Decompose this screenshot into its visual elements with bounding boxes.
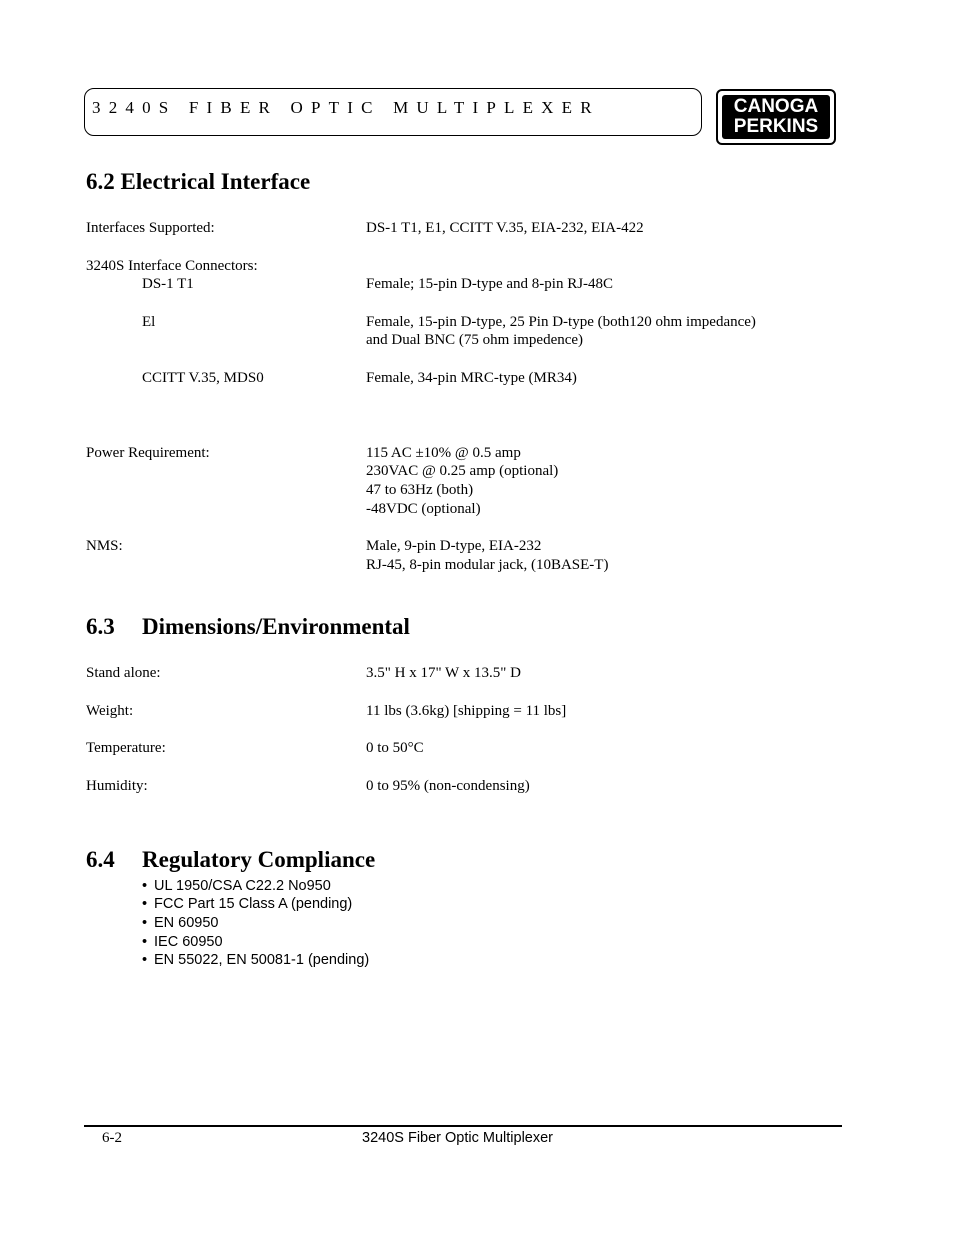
ds1-label: DS-1 T1	[142, 276, 194, 292]
humidity-value: 0 to 95% (non-condensing)	[366, 778, 530, 794]
nms-value-line2: RJ-45, 8-pin modular jack, (10BASE-T)	[366, 557, 609, 573]
power-value-line1: 115 AC ±10% @ 0.5 amp	[366, 445, 521, 461]
running-header-title: 3240S FIBER OPTIC MULTIPLEXER	[92, 98, 600, 117]
list-item: • EN 55022, EN 50081-1 (pending)	[142, 952, 370, 968]
logo-text-line1: CANOGA	[733, 96, 819, 117]
standalone-value: 3.5" H x 17" W x 13.5" D	[366, 665, 521, 681]
nms-label: NMS:	[86, 538, 123, 554]
e1-label: El	[142, 314, 156, 330]
e1-value-line2: and Dual BNC (75 ohm impedence)	[366, 332, 584, 348]
compliance-item-text: IEC 60950	[154, 934, 223, 950]
canoga-perkins-logo	[716, 89, 836, 145]
weight-label: Weight:	[86, 703, 134, 719]
e1-value-line1: Female, 15-pin D-type, 25 Pin D-type (both120 ohm impedance)	[366, 314, 756, 330]
compliance-item-text: UL 1950/CSA C22.2 No950	[154, 878, 331, 894]
footer-divider	[84, 1125, 842, 1127]
standalone-label: Stand alone:	[86, 665, 161, 681]
weight-value: 11 lbs (3.6kg) [shipping = 11 lbs]	[366, 703, 567, 719]
list-item: • EN 60950	[142, 915, 219, 931]
list-item: • IEC 60950	[142, 934, 223, 950]
humidity-label: Humidity:	[86, 778, 148, 794]
ds1-value: Female; 15-pin D-type and 8-pin RJ-48C	[366, 276, 614, 292]
connectors-label: 3240S Interface Connectors:	[86, 258, 258, 274]
section-heading-dimensions: Dimensions/Environmental	[142, 614, 410, 639]
section-number-regulatory: 6.4	[86, 847, 115, 872]
ccitt-value: Female, 34-pin MRC-type (MR34)	[366, 370, 577, 386]
section-heading-regulatory: Regulatory Compliance	[142, 847, 376, 872]
interfaces-label: Interfaces Supported:	[86, 220, 215, 236]
temperature-label: Temperature:	[86, 740, 166, 756]
logo-text-line2: PERKINS	[733, 116, 819, 137]
page-number: 6-2	[102, 1130, 122, 1146]
power-label: Power Requirement:	[86, 445, 210, 461]
temperature-value: 0 to 50°C	[366, 740, 424, 756]
list-item: • UL 1950/CSA C22.2 No950	[142, 878, 331, 894]
nms-value-line1: Male, 9-pin D-type, EIA-232	[366, 538, 542, 554]
interfaces-value: DS-1 T1, E1, CCITT V.35, EIA-232, EIA-422	[366, 220, 644, 236]
compliance-item-text: EN 60950	[154, 915, 219, 931]
power-value-line2: 230VAC @ 0.25 amp (optional)	[366, 463, 559, 479]
power-value-line4: -48VDC (optional)	[366, 501, 481, 517]
compliance-item-text: FCC Part 15 Class A (pending)	[154, 896, 353, 912]
list-item: • FCC Part 15 Class A (pending)	[142, 896, 353, 912]
section-heading-electrical: 6.2 Electrical Interface	[86, 169, 311, 194]
compliance-item-text: EN 55022, EN 50081-1 (pending)	[154, 952, 370, 968]
section-number-dimensions: 6.3	[86, 614, 115, 639]
ccitt-label: CCITT V.35, MDS0	[142, 370, 264, 386]
power-value-line3: 47 to 63Hz (both)	[366, 482, 474, 498]
footer-title: 3240S Fiber Optic Multiplexer	[362, 1130, 553, 1146]
